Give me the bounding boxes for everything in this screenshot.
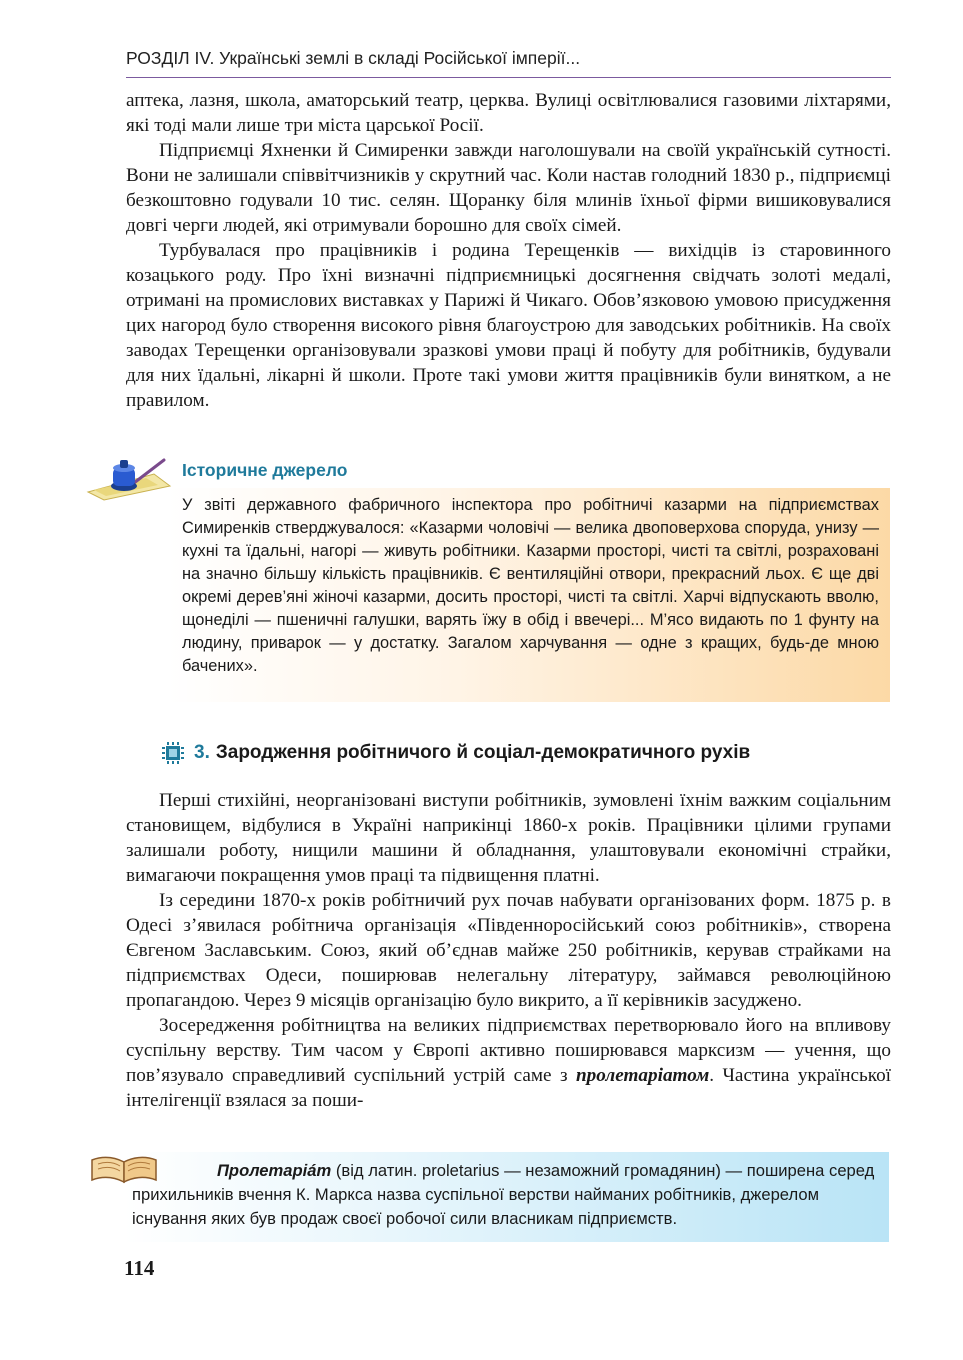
page-header-title: РОЗДІЛ IV. Українські землі в складі Російської імперії... — [126, 48, 581, 68]
section-paragraph-3 — [126, 1013, 891, 1113]
intro-text — [126, 88, 891, 413]
proletariat-term-link: пролетаріатом — [576, 1065, 710, 1086]
section-paragraph-3-end: . Частина української інтелігенції взялася за поши- — [126, 1065, 892, 1111]
section-title: Зародження робітничого й соціал-демократичного рухів — [215, 742, 751, 763]
chip-icon — [162, 742, 184, 764]
section-paragraph-3-start: Зосередження робітництва на великих підприємствах перетворювало його на впливову суспільну верству. Тим часом у Європі активно поширювався марксизм — учення, що пов’язувало справедливий суспільний устрій саме з — [126, 1015, 891, 1086]
section-number: 3. — [194, 742, 210, 763]
glossary-term: Пролетаріáт — [217, 1161, 332, 1180]
page-number: 114 — [124, 1256, 155, 1280]
intro-paragraph-3: Турбувалася про працівників і родина Терещенків — вихідців із старовинного козацького роду. Про їхні визначні підприємницькі досягнення свідчать золоті медалі, отримані на промислових виставках у Парижі й Чикаго. Обов’язковою умовою присудження цих нагород було створення високого рівня благоустрою для заводських робітників. На своїх заводах Терещенки організовували зразкові умови праці й побуту для робітників, будували для них їдальні, лікарні й школи. Проте такі умови життя працівників були винятком, а не правилом. — [126, 240, 891, 411]
section-paragraph-1: Перші стихійні, неорганізовані виступи робітників, зумовлені їхнім важким соціальним становищем, відбулися в Україні наприкінці 1860-х років. Працівники цілими групами залишали роботу, нищили машини й обладнання, улаштовували економічні страйки, вимагаючи покращення умов праці та підвищення платні. — [126, 790, 891, 886]
page-header — [126, 48, 891, 78]
source-title: Історичне джерело — [182, 460, 348, 480]
inkwell-quill-icon — [84, 452, 172, 502]
intro-paragraph-2: Підприємці Яхненки й Симиренки завжди наголошували на своїй українській сутності. Вони не залишали співвітчизників у скрутний час. Коли настав голодний 1830 р., підприємці безкоштовно годували 10 тис. селян. Щоранку біля млинів їхньої фірми вишиковувалися довгі черги людей, які отримували борошно для своїх сімей. — [126, 140, 891, 236]
glossary-text — [132, 1159, 880, 1231]
section-text — [126, 788, 891, 1113]
source-text: У звіті державного фабричного інспектора про робітничі казарми на підприємствах Симиренків стверджувалося: «Казарми чоловічі — велика двоповерхова споруда, унизу — кухні та їдальні, нагорі — живуть робітники. Казарми просторі, чисті та світлі, розраховані на значно більшу кількість працівників. Є вентиляційні отвори, прекрасний льох. Є ще дві окремі дерев’яні жіночі казарми, досить просторі, чисті та світлі. Харчі відпускають вволю, щонеділі — пшеничні галушки, варять їжу в обід і ввечері... М’ясо видають по 1 фунту на людину, приварок — у достатку. Загалом харчування — одне з кращих, будь-де мною бачених». — [182, 496, 879, 675]
glossary-definition: (від латин. proletarius — незаможний громадянин) — поширена серед прихильників вчення К. Маркса назва суспільної верстви найманих робітників, джерелом існування яких був продаж своєї робочої сили власникам підприємств. — [132, 1161, 875, 1228]
intro-paragraph-1: аптека, лазня, школа, аматорський театр, церква. Вулиці освітлювалися газовими ліхтарями, які тоді мали лише три міста царської Росії. — [126, 90, 891, 136]
section-heading — [162, 742, 750, 764]
section-paragraph-2: Із середини 1870-х років робітничий рух почав набувати організованих форм. 1875 р. в Одесі з’явилася робітнича організація «Південноросійський союз робітників», створена Євгеном Заславським. Союз, який об’єднав майже 250 робітників, керував страйками на підприємствах Одеси, поширював нелегальну літературу, займався революційною пропагандою. Через 9 місяців організацію було викрито, а її керівників засуджено. — [126, 890, 891, 1011]
